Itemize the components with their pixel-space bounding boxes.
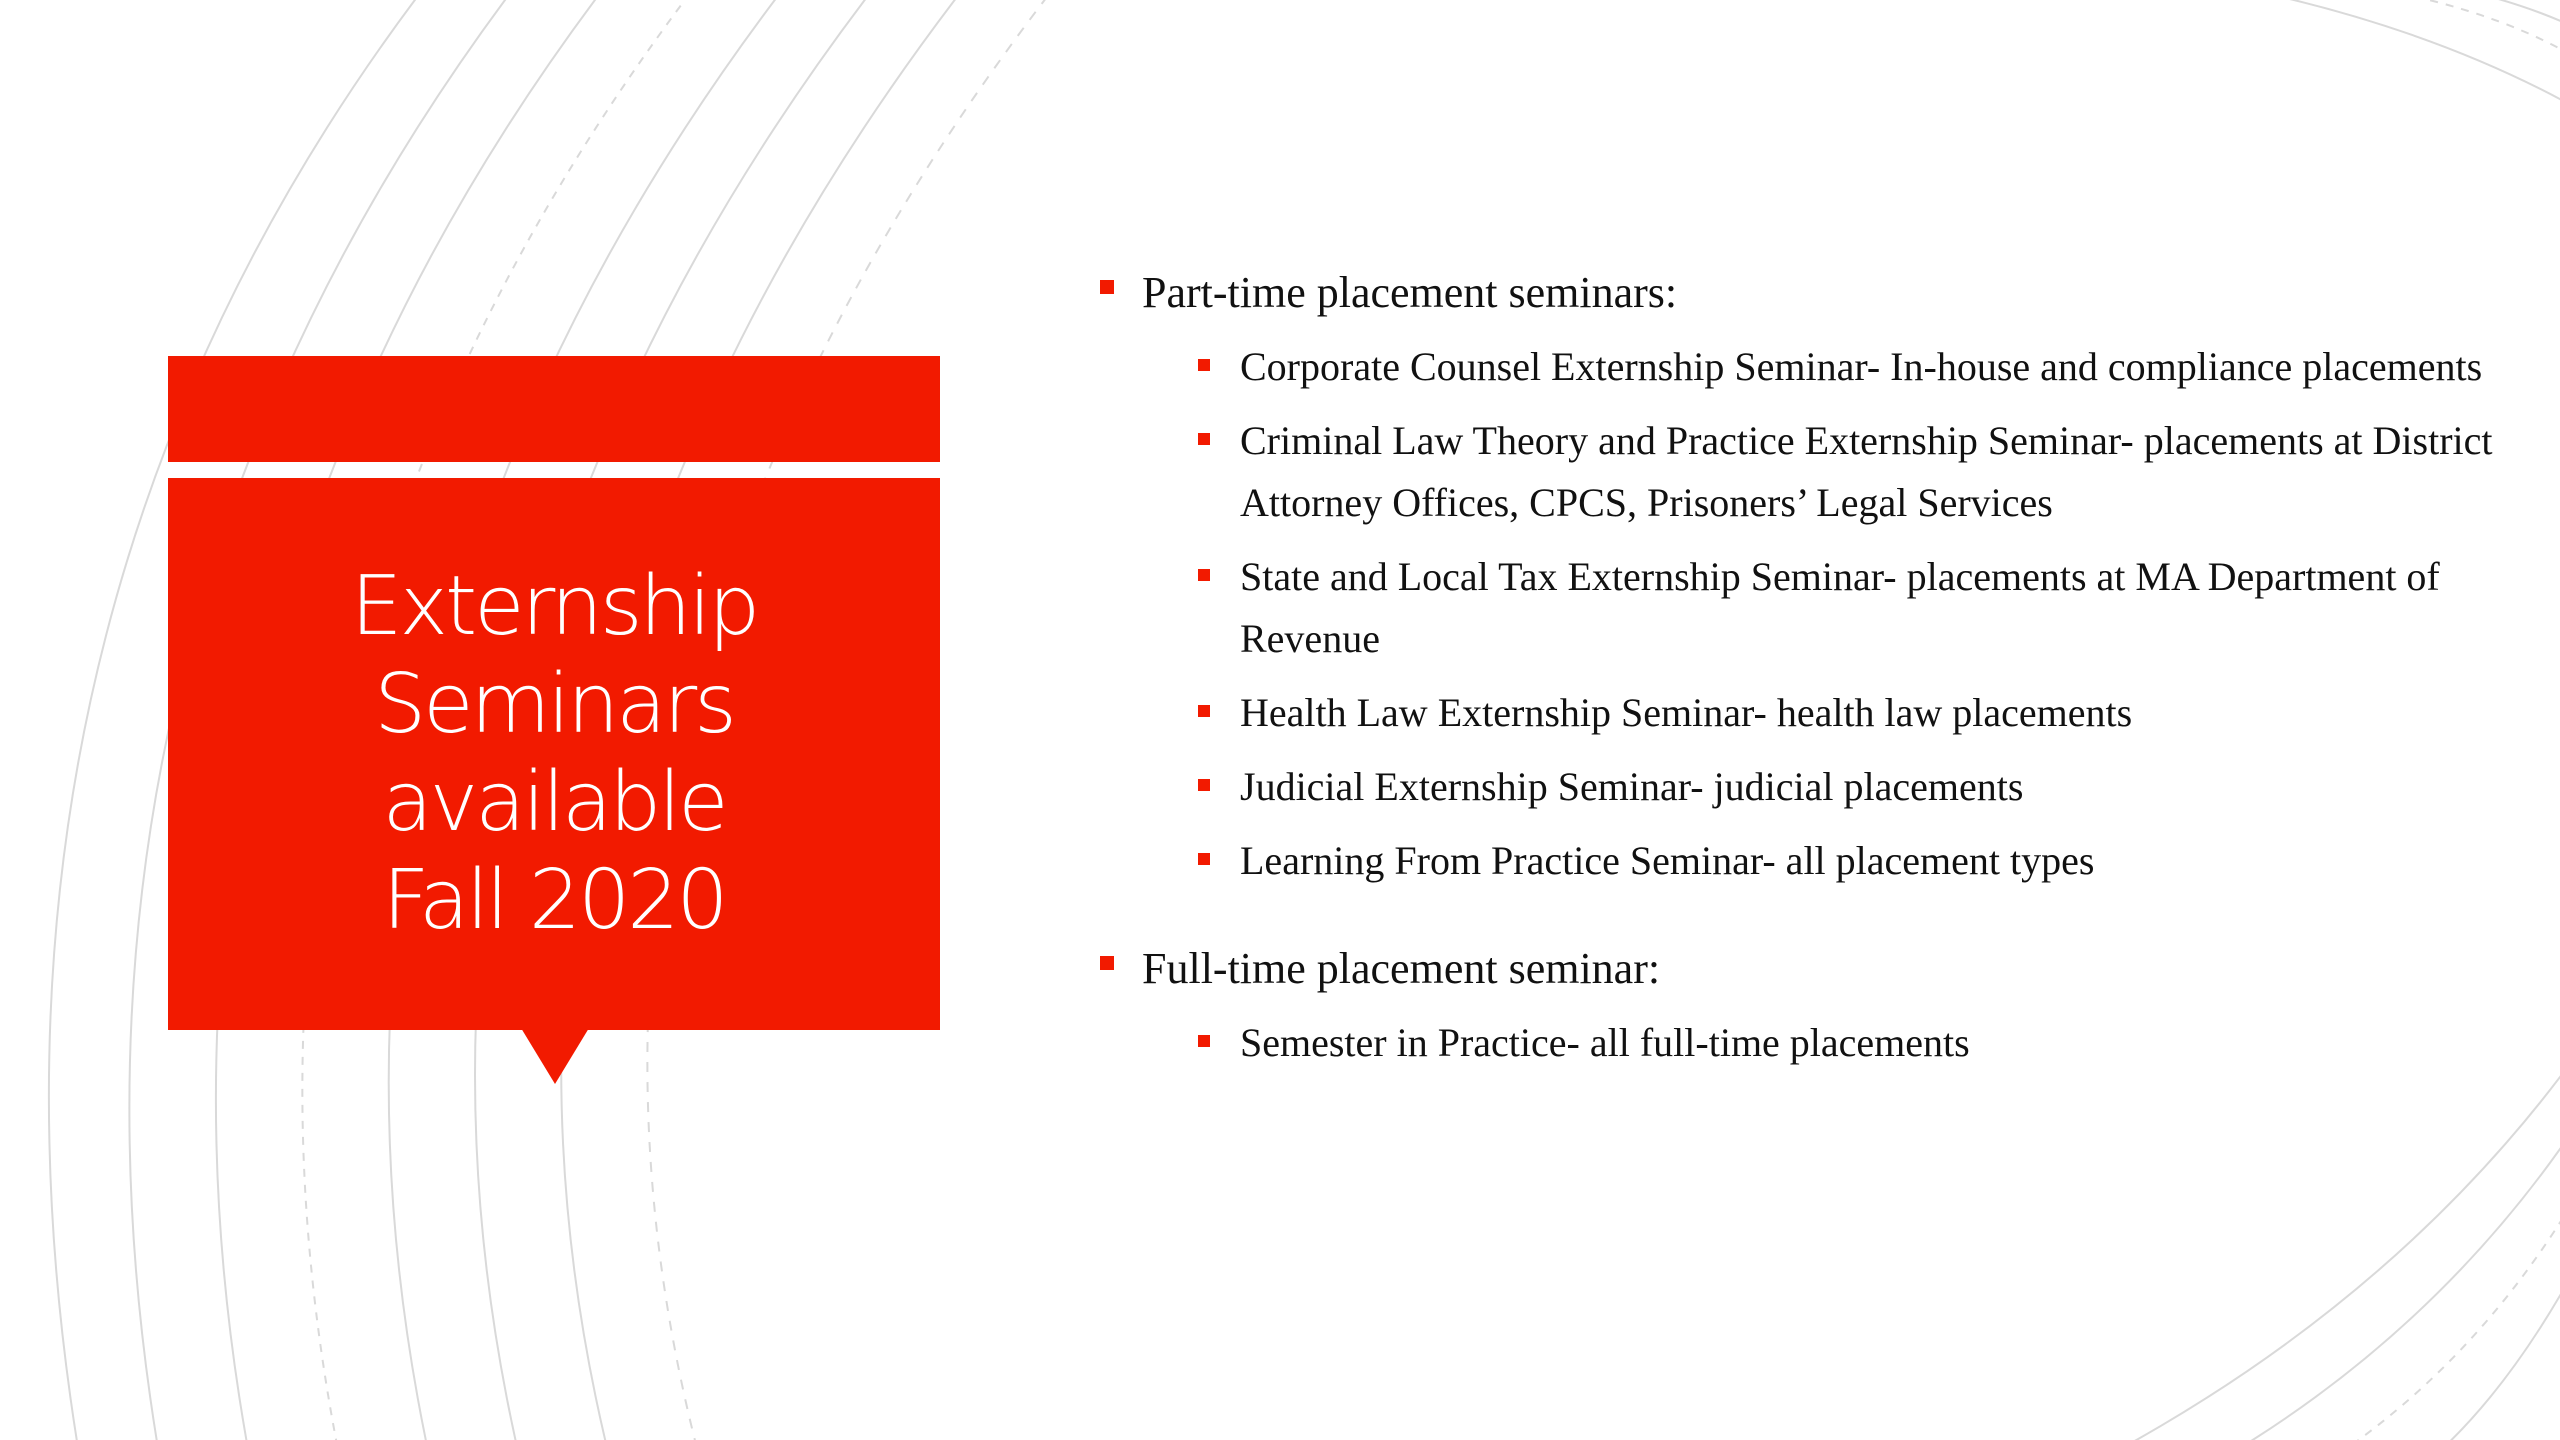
list-item-text: Criminal Law Theory and Practice Externship Seminar- placements at District Attorney Offices, CPCS, Prisoners’ Legal Services <box>1240 418 2493 525</box>
list-item <box>1098 336 2518 398</box>
square-bullet-icon <box>1198 569 1210 581</box>
section-heading-text: Part-time placement seminars: <box>1142 268 1678 317</box>
slide-title <box>204 558 904 950</box>
section-heading <box>1098 258 2518 328</box>
list-item-text: Health Law Externship Seminar- health law placements <box>1240 690 2133 735</box>
sub-list <box>1098 336 2518 892</box>
square-bullet-icon <box>1198 705 1210 717</box>
title-accent-bar <box>168 356 940 462</box>
section-heading <box>1098 934 2518 1004</box>
section-spacer <box>1098 904 2518 934</box>
title-line: Seminars available <box>374 657 734 850</box>
square-bullet-icon <box>1100 280 1114 294</box>
square-bullet-icon <box>1198 853 1210 865</box>
title-box <box>168 478 940 1030</box>
list-item <box>1098 830 2518 892</box>
title-line: Externship <box>350 559 758 654</box>
list-item <box>1098 410 2518 534</box>
list-item <box>1098 682 2518 744</box>
section-full-time <box>1098 934 2518 1074</box>
list-item-text: Corporate Counsel Externship Seminar- In-house and compliance placements <box>1240 344 2483 389</box>
square-bullet-icon <box>1198 779 1210 791</box>
sub-list <box>1098 1012 2518 1074</box>
section-part-time <box>1098 258 2518 892</box>
list-item-text: Judicial Externship Seminar- judicial placements <box>1240 764 2024 809</box>
list-item <box>1098 546 2518 670</box>
list-item <box>1098 756 2518 818</box>
square-bullet-icon <box>1198 359 1210 371</box>
title-line: Fall 2020 <box>382 853 726 948</box>
list-item-text: Learning From Practice Seminar- all placement types <box>1240 838 2095 883</box>
list-item-text: Semester in Practice- all full-time placements <box>1240 1020 1970 1065</box>
section-heading-text: Full-time placement seminar: <box>1142 944 1661 993</box>
square-bullet-icon <box>1198 1035 1210 1047</box>
list-item-text: State and Local Tax Externship Seminar- placements at MA Department of Revenue <box>1240 554 2440 661</box>
square-bullet-icon <box>1100 956 1114 970</box>
square-bullet-icon <box>1198 433 1210 445</box>
title-box-pointer <box>521 1028 589 1084</box>
bullet-content <box>1098 258 2518 1086</box>
list-item <box>1098 1012 2518 1074</box>
